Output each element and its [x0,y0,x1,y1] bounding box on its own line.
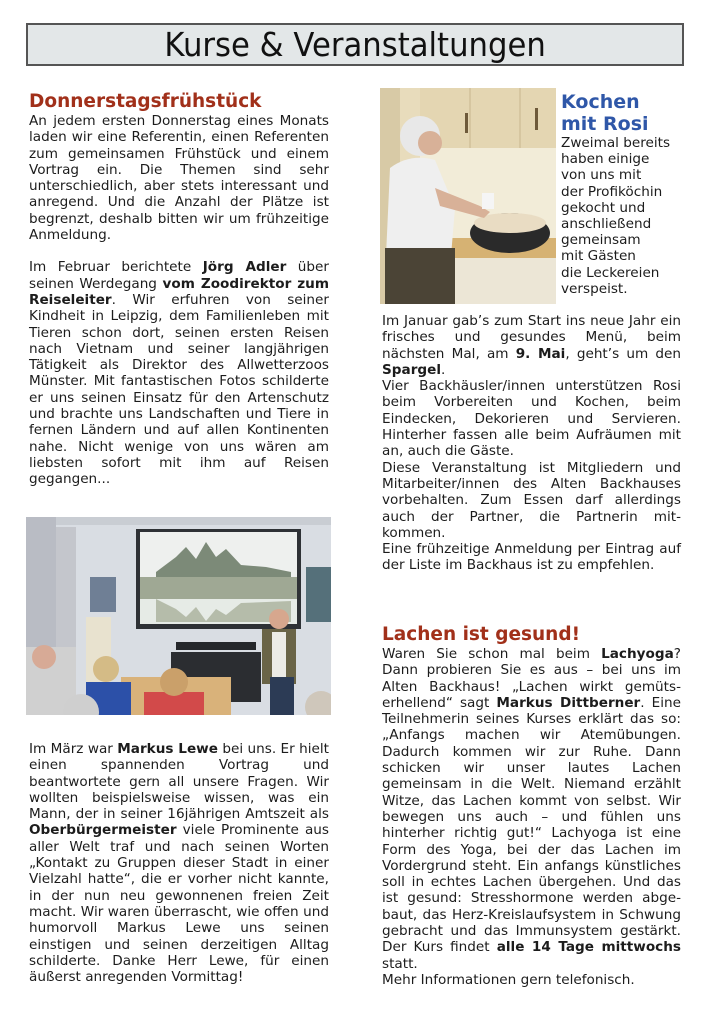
lachen-footer: Mehr Informationen gern telefonisch. [382,971,635,988]
cooking-photo-image [380,88,556,304]
text: . Wir erfuhren von seiner Kindheit in Leipzig, dem Familienleben mit Tieren schon dort, seinen ersten Reisen nach Vietnam und seiner langjährigen Tätigkeit als Direktor des Allwetterzoos Münster. Mit fantastischen Fotos schilderte er uns seinen Einsatz für den Artenschutz und brachte uns Landschaften und Tiere in fernen Ländern und auf allen Kontinenten nahe. Nicht wenige von uns wären am liebsten sofort mit ihm auf Reisen gegangen... [29,291,329,488]
text: Waren Sie schon mal beim [382,646,602,662]
next-date: 9. Mai [515,345,566,362]
kochen-heading-line2: mit Rosi [561,113,649,135]
fruehstueck-section [29,91,329,488]
speaker-role: Oberbürgermeister [29,822,177,839]
side-line: die Leckereien [561,264,660,281]
side-line: gemeinsam [561,232,641,249]
text: Im Februar berichtete [29,259,203,276]
kochen-heading-line1: Kochen [561,91,640,113]
text: bei uns. Er hielt einen spannenden Vortrag und beantwortete gern all unsere Fragen. Wir wollten beispielsweise wissen, was ein Mann, der in seiner 16jährigen Amtszeit als [29,741,329,823]
side-line: Zweimal bereits [561,135,671,151]
instructor-name: Markus Dittberner [496,694,641,711]
kochen-side-text [561,135,706,297]
kochen-body [382,313,681,574]
text: . [441,361,446,378]
kochen-heading [561,91,706,135]
side-line: haben einige [561,151,650,168]
kochen-header [561,91,706,297]
side-line: verspeist. [561,280,628,297]
lachen-paragraph [382,646,681,972]
kochen-paragraph-1 [382,313,681,378]
side-line: der Profiköchin [561,183,663,200]
text: statt. [382,955,418,972]
page-title-box [26,23,684,66]
side-line: mit Gästen [561,248,636,265]
lachen-heading: Lachen ist gesund! [382,624,581,645]
text: ? Dann probieren Sie es aus – bei uns im Alten Backhaus! „Lachen wirkt gemütserhellend“ sagt [382,646,681,711]
text: Im Januar gab’s zum Start ins neue Jahr ein frisches und gesundes Menü, beim nächsten Mal, am [382,313,681,362]
course-name: Lachyoga [601,646,674,662]
text: . Eine Teilnehmerin seines Kurses erklärt das so: „Anfangs machen wir Atemübungen. Dadurch kommen wir zur Ruhe. Dann schicken wir unser lautes Lachen gemeinsam in die Welt. Niemand erzählt Witze, das Lachen kommt von selbst. Wir bewegen uns auch – und fühlen uns hinterher richtig gut!“ Lachyoga ist eine Form des Yoga, bei der das Lachen im Vordergrund steht. Ein anfangs künstliches soll in echtes Lachen übergehen. Und das ist gesund: Stresshormone werden abgebaut, das Herz-Kreislaufsystem in Schwung gebracht und das Immunsystem gestärkt. Der Kurs findet [382,694,681,956]
side-line: von uns mit [561,167,642,184]
fruehstueck-intro: An jedem ersten Donnerstag eines Monats laden wir eine Referentin, einen Referenten zum gemeinsamen Frühstück und einem Vortrag ein. Die Themen sind sehr unterschiedlich, aber stets interessant und anregend. Und die Anzahl der Plätze ist begrenzt, deshalb bitten wir um frühzeitige Anmeldung. [29,113,329,244]
talk-title: vom Zoodirektor zum Reiseleiter [29,275,329,308]
kochen-paragraph-3: Diese Veranstaltung ist Mitgliedern und Mitarbeiter/innen des Alten Backhauses vorbehalten. Zum Essen darf allerdings auch der Partner, die Partnerin mitkommen. [382,459,681,541]
fruehstueck-february-paragraph [29,259,329,487]
lecture-photo-image [26,517,331,715]
side-line: gekocht und [561,199,646,216]
fruehstueck-heading: Donnerstagsfrühstück [29,91,262,112]
text: über seinen Werdegang [29,259,329,292]
fruehstueck-march-section [29,741,329,985]
kochen-paragraph-2: Vier Backhäusler/innen unterstützen Rosi beim Vorbereiten und Kochen, beim Eindecken, Dekorieren und Servieren. Hinterher fassen alle beim Aufräumen mit an, auch die Gäste. [382,378,681,460]
side-line: anschließend [561,216,652,233]
cooking-photo [380,88,556,304]
text: Im März war [29,741,118,757]
fruehstueck-march-paragraph [29,741,329,985]
next-topic: Spargel [382,361,442,378]
speaker-name: Markus Lewe [117,741,218,757]
lachen-section [382,624,681,988]
speaker-name: Jörg Adler [202,259,287,276]
text: viele Prominente aus aller Welt traf und nach seinen Worten „Kontakt zu Gruppen dieser Stadt in einer Vielzahl hatte“, die er vorher nicht kannte, in der nun neu gewonnenen freien Zeit macht. Wir waren überrascht, wie offen und humorvoll Markus Lewe uns seinen einstigen und seinen derzeitigen Alltag schilderte. Danke Herr Lewe, für einen äußerst anregenden Vormittag! [29,822,329,986]
text: , geht’s um den [565,345,682,362]
page-title: Kurse & Veranstaltungen [164,25,546,64]
kochen-paragraph-4: Eine frühzeitige Anmeldung per Eintrag auf der Liste im Backhaus ist zu empfehlen. [382,541,681,574]
schedule: alle 14 Tage mittwochs [496,939,681,956]
lecture-photo [26,517,331,715]
